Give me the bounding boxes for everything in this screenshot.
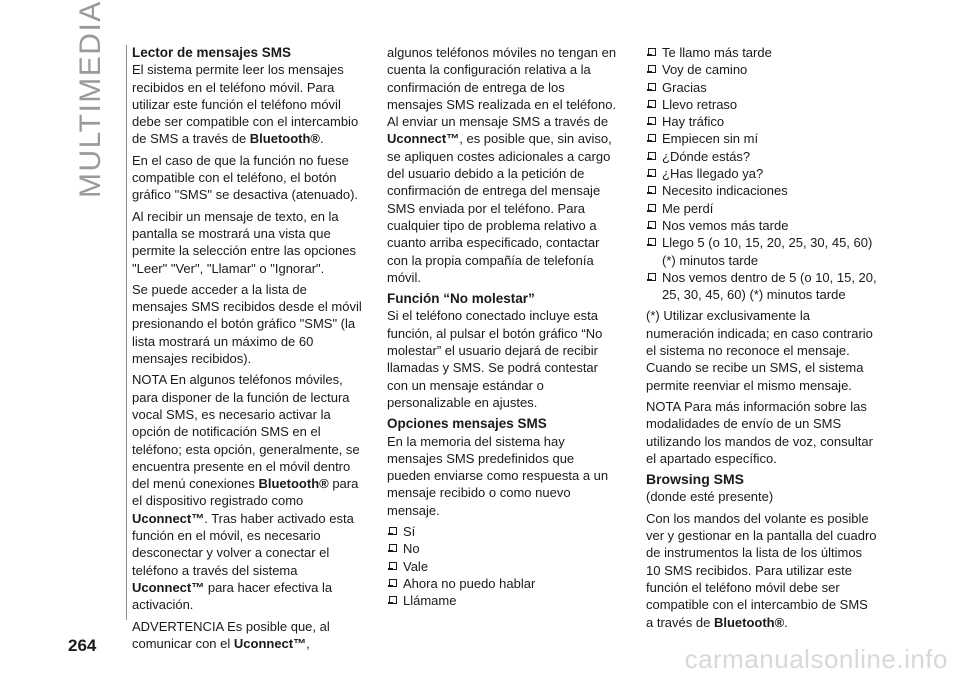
paragraph: Se puede acceder a la lista de mensajes SMS recibidos desde el móvil presionando el botón gráfico "SMS" (la lista mostrará un máximo de 60 mensajes recibidos). [132,281,362,367]
list-item-label: No [403,541,420,557]
list-item [646,148,878,165]
list-item [646,217,878,234]
message-icon [648,83,656,91]
text-bold: Bluetooth® [713,614,785,630]
paragraph: Si el teléfono conectado incluye esta función, al pulsar el botón gráfico “No molestar” el usuario dejará de recibir llamadas y SMS. Se podrá contestar con un mensaje estándar o personalizable en ajustes. [387,308,603,410]
text: . [320,131,324,147]
message-icon [648,134,656,142]
message-icon [648,48,656,56]
text: NOTA En algunos teléfonos móviles, para disponer de la función de lectura vocal SMS, es necesario activar la opción de notificación SMS en el teléfono; esta opción, generalmente, se encuentra presente en el móvil dentro del menú conexiones [132,372,360,492]
paragraph [132,61,364,147]
list-item-label: Ahora no puedo hablar [403,575,536,591]
text-bold: Uconnect™ [132,579,205,595]
list-item-label: Llevo retraso [662,96,738,112]
text: ADVERTENCIA Es posible que, al comunicar con el [132,618,330,651]
heading-do-not-disturb: Función “No molestar” [387,291,535,307]
text-bold: Uconnect™ [132,510,205,526]
message-icon [389,562,397,570]
list-item [646,269,878,304]
text: El sistema permite leer los mensajes recibidos en el teléfono móvil. Para utilizar este función el teléfono móvil debe ser compatible con el intercambio de SMS a través de [132,62,359,147]
paragraph [646,510,878,631]
message-icon [648,152,656,160]
list-item-label: ¿Has llegado ya? [662,166,764,182]
message-icon [648,204,656,212]
list-item-label: Llámame [403,593,457,609]
message-icon [648,221,656,229]
list-item [646,44,878,61]
paragraph: Al recibir un mensaje de texto, en la pantalla se mostrará una vista que permite la selección entre las opciones "Leer" "Ver", "Llamar" o "Ignorar". [132,208,357,276]
list-item [387,523,619,540]
page-number: 264 [68,636,97,655]
list-item [387,540,619,557]
text-bold: Uconnect™ [233,635,307,651]
message-icon [389,579,397,587]
text: . Tras haber activado esta función en el móvil, es necesario desconectar y volver a conectar el teléfono a través del sistema [132,510,354,578]
text-bold: Uconnect™ [387,131,460,147]
column-2 [387,44,619,614]
predefined-messages-list-cont [646,44,878,303]
list-item-label: ¿Dónde estás? [662,148,751,164]
list-item [646,79,878,96]
list-item-label: Necesito indicaciones [662,183,788,199]
heading-sms-reader: Lector de mensajes SMS [132,45,292,60]
column-divider [126,45,127,620]
list-item [646,113,878,130]
text: para hacer efectiva la activación. [132,579,333,613]
section-sidebar [68,0,114,198]
text: para el dispositivo registrado como [132,476,359,509]
paragraph: (donde esté presente) [646,489,774,505]
list-item [646,130,878,147]
list-item-label: Nos vemos más tarde [662,217,789,233]
predefined-messages-list [387,523,619,609]
list-item-label: Nos vemos dentro de 5 (o 10, 15, 20, 25, 30, 45, 60) (*) minutos tarde [662,269,877,303]
text: , [306,635,310,651]
list-item-label: Empiecen sin mí [662,131,759,147]
message-icon [389,527,397,535]
message-icon [648,273,656,281]
text: algunos teléfonos móviles no tengan en cuenta la configuración relativa a la confirmación de entrega de los mensajes SMS realizada en el teléfono. Al enviar un mensaje SMS a través de [387,45,617,130]
message-icon [648,65,656,73]
message-icon [389,544,397,552]
list-item-label: Sí [403,524,416,540]
list-item-label: Vale [403,558,429,574]
paragraph-footnote: (*) Utilizar exclusivamente la numeración indicada; en caso contrario el sistema no reconoce el mensaje. Cuando se recibe un SMS, el sistema permite reenviar el mismo mensaje. [646,308,873,393]
message-icon [648,238,656,246]
list-item [646,61,878,78]
list-item [387,592,619,609]
list-item-label: Llego 5 (o 10, 15, 20, 25, 30, 45, 60) (*) minutos tarde [662,235,873,268]
message-icon [389,596,397,604]
list-item-label: Gracias [662,79,707,95]
paragraph [387,44,619,286]
text: . [784,614,788,630]
list-item [387,575,619,592]
list-item [646,200,878,217]
list-item-label: Voy de camino [662,62,748,78]
message-icon [648,100,656,108]
list-item [387,558,619,575]
message-icon [648,117,656,125]
column-1 [132,44,364,656]
list-item [646,165,878,182]
list-item [646,182,878,199]
text-bold: Bluetooth® [258,476,329,492]
text-bold: Bluetooth® [249,131,321,147]
paragraph-note [132,371,364,613]
message-icon [648,169,656,177]
message-icon [648,186,656,194]
paragraph: En el caso de que la función no fuese compatible con el teléfono, el botón gráfico "SMS" se desactiva (atenuado). [132,152,359,203]
section-title: MULTIMEDIA [74,0,107,198]
list-item [646,234,878,269]
list-item-label: Te llamo más tarde [662,45,772,60]
paragraph-warning [132,618,364,653]
heading-browsing-sms: Browsing SMS [646,471,745,488]
paragraph-note: NOTA Para más información sobre las modalidades de envío de un SMS utilizando los mandos de voz, consultar el apartado específico. [646,398,873,466]
text: Con los mandos del volante es posible ver y gestionar en la pantalla del cuadro de instrumentos la lista de los últimos 10 SMS recibidos. Para utilizar este función el teléfono móvil debe ser compatible con el intercambio de SMS a través de [646,510,877,630]
list-item-label: Me perdí [662,200,714,216]
paragraph: En la memoria del sistema hay mensajes SMS predefinidos que pueden enviarse como respuesta a un mensaje recibido o como nuevo mensaje. [387,433,609,518]
text: , es posible que, sin aviso, se apliquen costes adicionales a cargo del usuario debido a la petición de confirmación de entrega del mensaje SMS enviada por el teléfono. Para cualquier tipo de problema relativo a cuanto arriba especificado, contactar con la propia compañía de telefonía móvil. [387,131,612,285]
list-item-label: Hay tráfico [662,114,725,130]
column-3 [646,44,878,635]
watermark: carmanualsonline.info [684,644,948,674]
list-item [646,96,878,113]
heading-sms-options: Opciones mensajes SMS [387,416,547,432]
